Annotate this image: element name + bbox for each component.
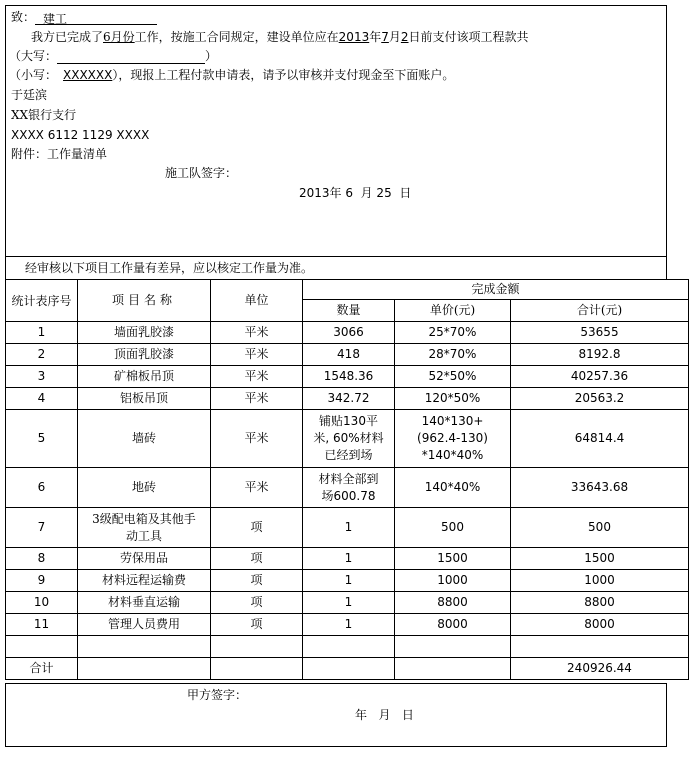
letter-date: 2013年 6 月 25 日 (299, 186, 412, 200)
footer-box (5, 683, 667, 747)
cell-price: 8000 (395, 614, 511, 636)
cell-name: 矿棉板吊顶 (78, 366, 211, 388)
xiaoxie-label: （小写： (9, 68, 58, 82)
contractor-sign-label: 施工队签字： (165, 166, 238, 180)
cell-qty: 材料全部到 场600.78 (303, 468, 395, 508)
header-done-amount: 完成金额 (303, 280, 689, 300)
cell-seq: 5 (6, 410, 78, 468)
cell-qty: 418 (303, 344, 395, 366)
client-sign-label: 甲方签字： (187, 688, 248, 702)
month-value: 6月份 (103, 30, 135, 44)
cell-seq: 10 (6, 592, 78, 614)
cell-name: 墙面乳胶漆 (78, 322, 211, 344)
cell-seq: 11 (6, 614, 78, 636)
cell-qty: 1 (303, 548, 395, 570)
table-row (6, 570, 689, 592)
empty-cell (303, 658, 395, 680)
cell-unit: 项 (211, 570, 303, 592)
cell-seq: 3 (6, 366, 78, 388)
cell-total: 1500 (511, 548, 689, 570)
cell-seq: 7 (6, 508, 78, 548)
daxie-line: （大写： ） (9, 49, 218, 63)
cell-total: 40257.36 (511, 366, 689, 388)
cell-price: 25*70% (395, 322, 511, 344)
to-value: 建工 (35, 11, 157, 25)
cell-total: 53655 (511, 322, 689, 344)
paragraph-line-1: 我方已完成了6月份工作，按施工合同规定，建设单位应在2013年7月2日前支付该项工程款共 (31, 30, 529, 44)
cell-price: 8800 (395, 592, 511, 614)
cell-qty: 3066 (303, 322, 395, 344)
cell-qty: 1 (303, 592, 395, 614)
cell-price: 52*50% (395, 366, 511, 388)
table-row (6, 366, 689, 388)
cell-seq: 6 (6, 468, 78, 508)
cell-price: 1000 (395, 570, 511, 592)
sum-row (6, 658, 689, 680)
header-seq: 统计表序号 (6, 280, 78, 322)
attachment-line: 附件：工作量清单 (11, 147, 108, 161)
cell-total: 8000 (511, 614, 689, 636)
table-row (6, 592, 689, 614)
work-quantity-table (5, 279, 689, 680)
cell-qty: 342.72 (303, 388, 395, 410)
cell-total: 64814.4 (511, 410, 689, 468)
cell-name: 铝板吊顶 (78, 388, 211, 410)
header-unit: 单位 (211, 280, 303, 322)
cell-unit: 平米 (211, 344, 303, 366)
empty-cell (395, 636, 511, 658)
cell-seq: 4 (6, 388, 78, 410)
cell-unit: 项 (211, 592, 303, 614)
empty-cell (78, 636, 211, 658)
header-price: 单价(元) (395, 300, 511, 322)
table-row (6, 410, 689, 468)
cell-seq: 2 (6, 344, 78, 366)
cell-unit: 项 (211, 508, 303, 548)
cell-qty: 1 (303, 508, 395, 548)
cell-qty: 1 (303, 614, 395, 636)
header-total: 合计(元) (511, 300, 689, 322)
daxie-label: （大写： (9, 49, 58, 63)
cell-price: 1500 (395, 548, 511, 570)
cell-unit: 平米 (211, 366, 303, 388)
table-row (6, 388, 689, 410)
xiaoxie-line: （小写： XXXXXX），现报上工程付款申请表，请予以审核并支付现金至下面账户。 (9, 68, 455, 82)
cell-unit: 平米 (211, 468, 303, 508)
cell-name: 劳保用品 (78, 548, 211, 570)
cell-name: 顶面乳胶漆 (78, 344, 211, 366)
empty-cell (78, 658, 211, 680)
empty-cell (511, 636, 689, 658)
cell-unit: 平米 (211, 388, 303, 410)
empty-cell (303, 636, 395, 658)
empty-row (6, 636, 689, 658)
cell-price: 500 (395, 508, 511, 548)
cell-name: 管理人员费用 (78, 614, 211, 636)
cell-unit: 平米 (211, 410, 303, 468)
cell-price: 28*70% (395, 344, 511, 366)
pay-month-value: 7 (381, 30, 389, 44)
cell-name: 材料垂直运输 (78, 592, 211, 614)
header-name: 项目名称 (78, 280, 211, 322)
table-row (6, 614, 689, 636)
empty-cell (211, 658, 303, 680)
cell-price: 120*50% (395, 388, 511, 410)
empty-cell (6, 636, 78, 658)
empty-cell (211, 636, 303, 658)
pay-day-value: 2 (400, 30, 409, 44)
cell-name: 材料远程运输费 (78, 570, 211, 592)
table-row (6, 344, 689, 366)
cell-price: 140*130+ (962.4-130) *140*40% (395, 410, 511, 468)
table-row (6, 322, 689, 344)
year-value: 2013 (338, 30, 370, 44)
cell-total: 20563.2 (511, 388, 689, 410)
cell-name: 3级配电箱及其他手 动工具 (78, 508, 211, 548)
to-label: 致： (11, 10, 36, 24)
cell-qty: 1548.36 (303, 366, 395, 388)
cell-unit: 项 (211, 548, 303, 570)
cell-name: 地砖 (78, 468, 211, 508)
cell-total: 8800 (511, 592, 689, 614)
daxie-field (57, 50, 205, 64)
cell-seq: 9 (6, 570, 78, 592)
cell-total: 1000 (511, 570, 689, 592)
header-qty: 数量 (303, 300, 395, 322)
cell-unit: 平米 (211, 322, 303, 344)
cell-total: 8192.8 (511, 344, 689, 366)
payee-name: 于廷滨 (11, 88, 48, 102)
to-line (11, 9, 157, 25)
cell-qty: 铺贴130平 米, 60%材料 已经到场 (303, 410, 395, 468)
table-row (6, 548, 689, 570)
cell-total: 33643.68 (511, 468, 689, 508)
account-number: XXXX 6112 1129 XXXX (11, 128, 150, 142)
empty-cell (395, 658, 511, 680)
sum-value: 240926.44 (511, 658, 689, 680)
cell-total: 500 (511, 508, 689, 548)
bank-name: XX银行支行 (11, 108, 77, 122)
table-row (6, 508, 689, 548)
cell-unit: 项 (211, 614, 303, 636)
sum-label: 合计 (6, 658, 78, 680)
xiaoxie-value: XXXXXX (63, 68, 113, 82)
review-note: 经审核以下项目工作量有差异，应以核定工作量为准。 (25, 261, 314, 275)
table-row (6, 468, 689, 508)
cell-qty: 1 (303, 570, 395, 592)
cell-price: 140*40% (395, 468, 511, 508)
footer-date: 年 月 日 (355, 708, 414, 722)
cell-seq: 1 (6, 322, 78, 344)
cell-name: 墙砖 (78, 410, 211, 468)
cell-seq: 8 (6, 548, 78, 570)
